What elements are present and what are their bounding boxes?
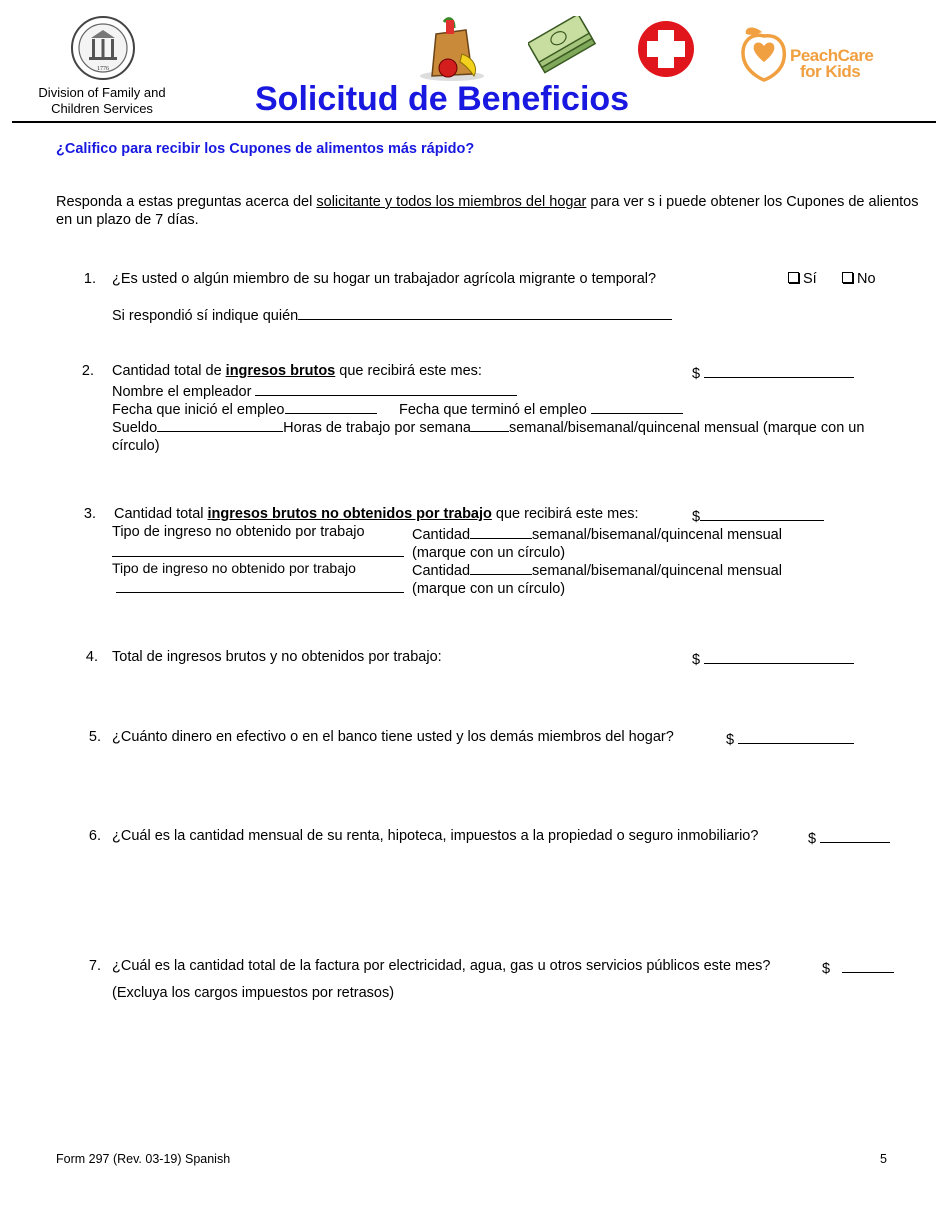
q3-amount [692, 506, 824, 525]
q3-type-field-2[interactable] [116, 592, 404, 593]
q1-no-label: No [857, 271, 876, 287]
q3-text [114, 506, 639, 522]
q1-who-field[interactable] [298, 305, 672, 320]
q7-text: ¿Cuál es la cantidad total de la factura por electricidad, agua, gas u otros servicios públicos este mes? [112, 958, 771, 974]
q4-amount [692, 649, 854, 668]
q3-amount-label-1: Cantidad [412, 527, 471, 543]
division-line-1: Division of Family and [38, 85, 166, 100]
q2-start-label: Fecha que inició el empleo [112, 402, 285, 418]
q2-text [112, 363, 482, 379]
q1-text: ¿Es usted o algún miembro de su hogar un trabajador agrícola migrante o temporal? [112, 271, 657, 287]
q2-amount-field[interactable] [704, 363, 854, 378]
q3-amount-row-2 [412, 560, 782, 598]
q3-frequency-1: semanal/bisemanal/quincenal mensual [532, 527, 782, 543]
q6-amount-field[interactable] [820, 828, 890, 843]
q2-salary-field[interactable] [157, 417, 283, 432]
q1-no-checkbox[interactable] [842, 272, 853, 283]
q7-amount [822, 958, 894, 977]
q1-number: 1. [83, 271, 96, 287]
division-name [22, 85, 182, 117]
q2-text-after: que recibirá este mes: [335, 363, 482, 379]
q1-yes-option[interactable] [788, 271, 817, 287]
q1-followup-label: Si respondió sí indique quién [112, 308, 299, 324]
q2-end-field[interactable] [591, 399, 683, 414]
q2-text-bold: ingresos brutos [225, 363, 336, 379]
q3-currency: $ [692, 509, 701, 525]
q2-frequency: semanal/bisemanal/quincenal mensual (marque con un [508, 420, 865, 436]
q4-number: 4. [85, 649, 98, 665]
q2-salary-row [112, 417, 922, 455]
peachcare-line-2: for Kids [800, 62, 861, 81]
q6-text: ¿Cuál es la cantidad mensual de su renta, hipoteca, impuestos a la propiedad o seguro inmobiliario? [112, 828, 759, 844]
q7-currency: $ [822, 961, 831, 977]
q7-number: 7. [88, 958, 101, 974]
q6-number: 6. [88, 828, 101, 844]
q2-text-before: Cantidad total de [112, 363, 226, 379]
q3-amount-label-2: Cantidad [412, 563, 471, 579]
q2-hours-label: Horas de trabajo por semana [283, 420, 471, 436]
q3-text-bold: ingresos brutos no obtenidos por trabajo [207, 506, 492, 522]
form-number: Form 297 (Rev. 03-19) Spanish [56, 1152, 231, 1166]
q2-employer-row [112, 381, 517, 400]
q5-text: ¿Cuánto dinero en efectivo o en el banco tiene usted y los demás miembros del hogar? [112, 729, 674, 745]
q3-text-after: que recibirá este mes: [491, 506, 639, 522]
q7-amount-field[interactable] [842, 958, 894, 973]
q5-number: 5. [88, 729, 101, 745]
georgia-state-seal-icon [70, 15, 136, 81]
q2-number: 2. [81, 363, 94, 379]
q1-no-option[interactable] [842, 271, 876, 287]
q2-currency: $ [692, 366, 701, 382]
q5-amount-field[interactable] [738, 729, 854, 744]
intro-underlined: solicitante y todos los miembros del hogar [316, 194, 587, 210]
q2-hours-field[interactable] [471, 417, 509, 432]
q5-currency: $ [726, 732, 735, 748]
q3-circle-note-1: (marque con un círculo) [412, 545, 566, 561]
division-line-2: Children Services [51, 101, 153, 116]
red-cross-icon [637, 20, 695, 82]
q2-start-field[interactable] [285, 399, 377, 414]
q2-amount [692, 363, 854, 382]
q1-followup [112, 305, 672, 324]
q2-salary-label: Sueldo [112, 420, 158, 436]
page-title: Solicitud de Beneficios [255, 80, 630, 118]
q6-currency: $ [808, 831, 817, 847]
q3-amount-row-1 [412, 524, 782, 562]
q3-amount-field-2[interactable] [470, 560, 532, 575]
q5-amount [726, 729, 854, 748]
grocery-bag-icon [418, 14, 490, 86]
q2-employer-label: Nombre el empleador [112, 384, 252, 400]
section-subtitle: ¿Califico para recibir los Cupones de alimentos más rápido? [56, 141, 475, 157]
peachcare-line-1: PeachCare [790, 46, 874, 65]
q3-amount-field-1[interactable] [470, 524, 532, 539]
q1-yes-checkbox[interactable] [788, 272, 799, 283]
q3-number: 3. [83, 506, 96, 522]
q4-currency: $ [692, 652, 701, 668]
intro-text [56, 193, 926, 229]
page-number: 5 [880, 1152, 887, 1166]
q2-end-label: Fecha que terminó el empleo [399, 402, 587, 418]
q3-type-label-1: Tipo de ingreso no obtenido por trabajo [112, 524, 365, 540]
q3-type-field-1[interactable] [112, 556, 404, 557]
q4-amount-field[interactable] [704, 649, 854, 664]
svg-text:1776: 1776 [97, 66, 109, 72]
intro-before: Responda a estas preguntas acerca del [56, 194, 317, 210]
q4-text: Total de ingresos brutos y no obtenidos por trabajo: [112, 649, 442, 665]
q6-amount [808, 828, 890, 847]
peach-logo-icon [738, 22, 874, 84]
q3-frequency-2: semanal/bisemanal/quincenal mensual [532, 563, 782, 579]
intro-after: para ver s i puede obtener los Cupones de alientos en un plazo de 7 días. [56, 194, 919, 228]
q3-amount-field[interactable] [700, 506, 824, 521]
q2-frequency-end: círculo) [112, 438, 160, 454]
q3-circle-note-2: (marque con un círculo) [412, 581, 566, 597]
q2-start-row [112, 399, 377, 418]
q3-text-before: Cantidad total [114, 506, 208, 522]
q3-type-label-2: Tipo de ingreso no obtenido por trabajo [112, 560, 356, 576]
money-stack-icon [528, 16, 598, 80]
q2-end-row [399, 399, 683, 418]
q1-yes-label: Sí [803, 271, 817, 287]
q7-note: (Excluya los cargos impuestos por retrasos) [112, 985, 395, 1001]
header-rule [12, 121, 936, 123]
q2-employer-field[interactable] [255, 381, 517, 396]
